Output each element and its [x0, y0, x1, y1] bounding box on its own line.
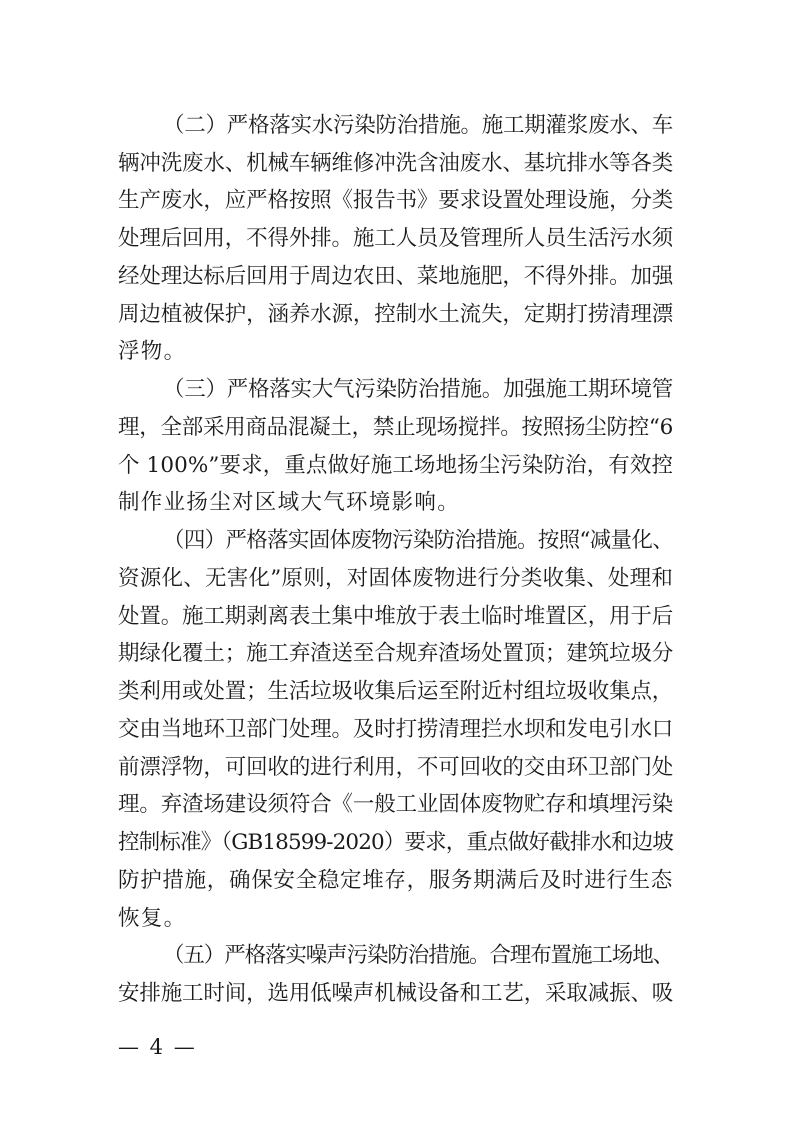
text-line-23: （五）严格落实噪声污染防治措施。合理布置施工场地、: [163, 943, 674, 968]
text-line-11: 制作业扬尘对区域大气环境影响。: [118, 490, 461, 515]
text-line-14: 处置。施工期剥离表土集中堆放于表土临时堆置区，用于后: [118, 604, 673, 629]
text-line-4: 处理后回用，不得外排。施工人员及管理所人员生活污水须: [118, 226, 673, 251]
text-line-24: 安排施工时间，选用低噪声机械设备和工艺，采取减振、吸: [118, 981, 673, 1006]
text-line-20: 控制标准》（GB18599-2020）要求，重点做好截排水和边坡: [118, 830, 673, 855]
text-line-16: 类利用或处置；生活垃圾收集后运至附近村组垃圾收集点，: [118, 679, 673, 704]
text-line-9: 理，全部采用商品混凝土，禁止现场搅拌。按照扬尘防控“6: [118, 415, 673, 440]
text-line-13: 资源化、无害化”原则，对固体废物进行分类收集、处理和: [118, 566, 673, 591]
text-line-18: 前漂浮物，可回收的进行利用，不可回收的交由环卫部门处: [118, 755, 673, 780]
text-line-2: 辆冲洗废水、机械车辆维修冲洗含油废水、基坑排水等各类: [118, 151, 673, 176]
text-line-15: 期绿化覆土；施工弃渣送至合规弃渣场处置顶；建筑垃圾分: [118, 641, 673, 666]
text-line-5: 经处理达标后回用于周边农田、菜地施肥，不得外排。加强: [118, 264, 673, 289]
text-line-7: 浮物。: [118, 339, 187, 364]
text-line-8: （三）严格落实大气污染防治措施。加强施工期环境管: [163, 377, 673, 402]
text-line-3: 生产废水，应严格按照《报告书》要求设置处理设施，分类: [118, 188, 673, 213]
text-line-1: （二）严格落实水污染防治措施。施工期灌浆废水、车: [163, 113, 673, 138]
page-number: — 4 —: [118, 1035, 197, 1059]
text-line-22: 恢复。: [118, 906, 187, 931]
text-line-19: 理。弃渣场建设须符合《一般工业固体废物贮存和填埋污染: [118, 792, 673, 817]
text-line-10: 个 100%”要求，重点做好施工场地扬尘污染防治，有效控: [118, 453, 674, 478]
text-line-6: 周边植被保护，涵养水源，控制水土流失，定期打捞清理漂: [118, 302, 673, 327]
text-line-12: （四）严格落实固体废物污染防治措施。按照“减量化、: [163, 528, 673, 553]
text-line-21: 防护措施，确保安全稳定堆存，服务期满后及时进行生态: [118, 868, 674, 893]
text-line-17: 交由当地环卫部门处理。及时打捞清理拦水坝和发电引水口: [118, 717, 673, 742]
